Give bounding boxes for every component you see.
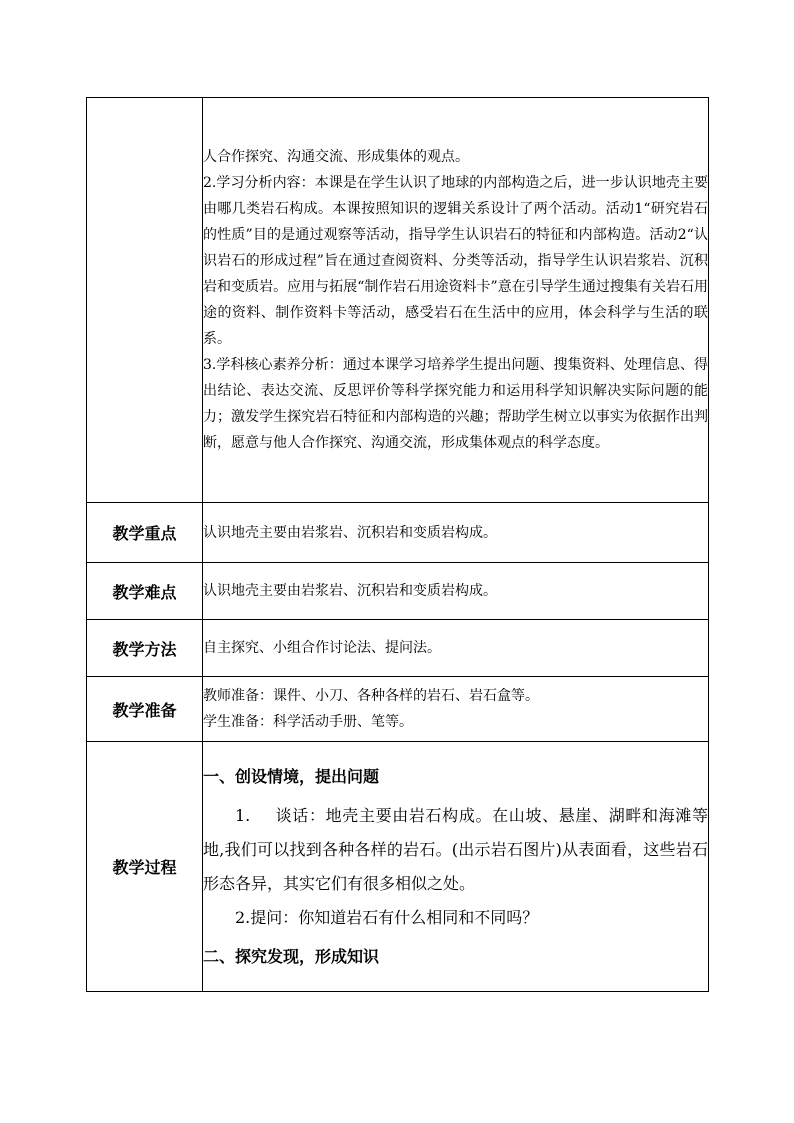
- process-row: [87, 742, 709, 992]
- process-heading-2: 二、探究发现，形成知识: [203, 946, 380, 966]
- key-points-content: [203, 503, 709, 563]
- analysis-label-cell: [87, 98, 203, 503]
- process-item-1-text: 谈话：地壳主要由岩石构成。在山坡、悬崖、湖畔和海滩等地,我们可以找到各种各样的岩石。(出示岩石图片)从表面看，这些岩石形态各异，其实它们有很多相似之处。: [203, 805, 708, 893]
- analysis-content-cell: [203, 98, 709, 503]
- analysis-line-2: 3.学科核心素养分析：通过本课学习培养学生提出问题、搜集资料、处理信息、得出结论、表达交流、反思评价等科学探究能力和运用科学知识解决实际问题的能力；激发学生探究岩石特征和内部构造的兴趣；帮助学生树立以事实为依据作出判断，愿意与他人合作探究、沟通交流，形成集体观点的科学态度。: [203, 357, 708, 451]
- analysis-row: [87, 98, 709, 503]
- preparation-row: [87, 677, 709, 742]
- difficulties-label: 教学难点: [87, 563, 203, 620]
- methods-content: [203, 620, 709, 677]
- lesson-plan-table: [86, 97, 709, 992]
- key-points-label: 教学重点: [87, 503, 203, 563]
- methods-text: 自主探究、小组合作讨论法、提问法。: [203, 640, 441, 656]
- process-content: [203, 742, 709, 992]
- process-item-1: [203, 799, 708, 901]
- analysis-line-1: 2.学习分析内容：本课是在学生认识了地球的内部构造之后，进一步认识地壳主要由哪几类岩石构成。本课按照知识的逻辑关系设计了两个活动。活动1“研究岩石的性质”目的是通过观察等活动，指导学生认识岩石的特征和内部构造。活动2“认识岩石的形成过程”旨在通过查阅资料、分类等活动，指导学生认识岩浆岩、沉积岩和变质岩。应用与拓展“制作岩石用途资料卡”意在引导学生通过搜集有关岩石用途的资料、制作资料卡等活动，感受岩石在生活中的应用，体会科学与生活的联系。: [203, 175, 708, 347]
- difficulties-content: [203, 563, 709, 620]
- preparation-label: 教学准备: [87, 677, 203, 742]
- key-points-row: [87, 503, 709, 563]
- preparation-content: [203, 677, 709, 742]
- process-item-1-number: 1.: [235, 805, 251, 825]
- difficulties-row: [87, 563, 709, 620]
- preparation-student: 学生准备：科学活动手册、笔等。: [203, 714, 413, 730]
- key-points-text: 认识地壳主要由岩浆岩、沉积岩和变质岩构成。: [203, 524, 497, 541]
- methods-label: 教学方法: [87, 620, 203, 677]
- preparation-teacher: 教师准备：课件、小刀、各种各样的岩石、岩石盒等。: [203, 688, 539, 704]
- methods-row: [87, 620, 709, 677]
- process-item-2: 2.提问：你知道岩石有什么相同和不同吗？: [235, 907, 539, 927]
- process-heading-1: 一、创设情境，提出问题: [203, 766, 380, 786]
- analysis-line-0: 人合作探究、沟通交流、形成集体的观点。: [203, 149, 469, 165]
- difficulties-text: 认识地壳主要由岩浆岩、沉积岩和变质岩构成。: [203, 583, 497, 599]
- process-label: 教学过程: [87, 742, 203, 992]
